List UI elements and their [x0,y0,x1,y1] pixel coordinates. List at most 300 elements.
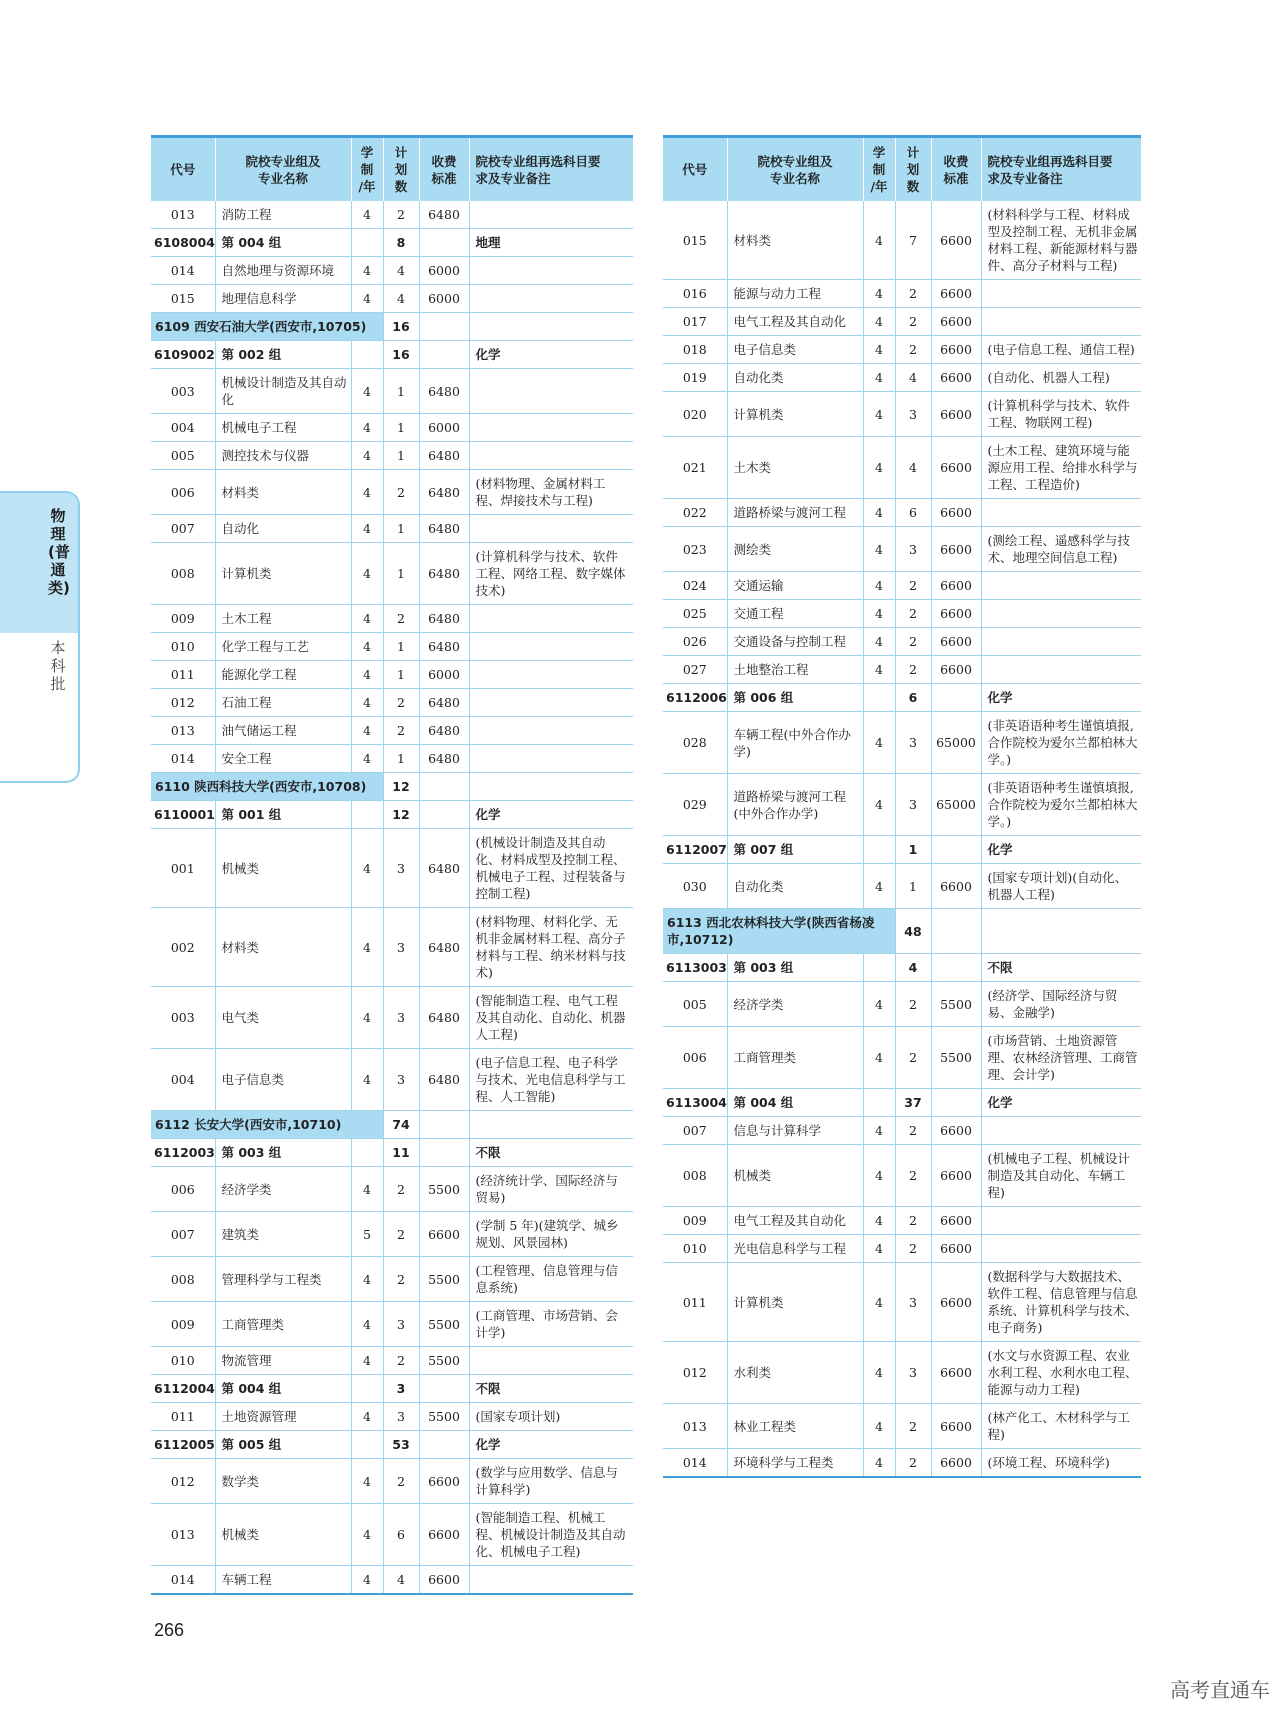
major-years: 4 [351,1403,383,1431]
major-code: 013 [151,717,215,745]
group-plan: 11 [383,1139,419,1167]
major-row [151,442,633,470]
major-note [981,628,1141,656]
table-header [663,137,1141,202]
major-plan: 3 [895,1342,931,1404]
major-note: (机械电子工程、机械设计制造及其自动化、车辆工程) [981,1145,1141,1207]
major-plan: 1 [383,661,419,689]
major-years: 4 [351,829,383,908]
major-fee: 6600 [931,1342,981,1404]
group-plan: 6 [895,684,931,712]
major-row [151,1566,633,1595]
major-years: 4 [863,499,895,527]
header-fee: 收费 标准 [931,137,981,202]
group-code: 6112007 [663,836,727,864]
major-plan: 1 [383,414,419,442]
major-years: 4 [351,633,383,661]
major-years: 4 [351,1049,383,1111]
group-name: 第 007 组 [727,836,863,864]
major-plan: 6 [895,499,931,527]
major-years: 4 [351,1459,383,1504]
major-plan: 2 [383,717,419,745]
major-code: 009 [151,1302,215,1347]
major-note: (学制 5 年)(建筑学、城乡规划、风景园林) [469,1212,633,1257]
major-years: 4 [863,982,895,1027]
major-plan: 2 [895,308,931,336]
major-row [151,1459,633,1504]
major-code: 024 [663,572,727,600]
university-plan: 48 [895,909,931,954]
major-plan: 3 [895,392,931,437]
major-years: 4 [351,1302,383,1347]
university-plan: 74 [383,1111,419,1139]
major-note [469,414,633,442]
major-years: 4 [863,1027,895,1089]
major-name: 电气类 [215,987,351,1049]
major-name: 材料类 [215,908,351,987]
major-code: 011 [151,1403,215,1431]
major-row [151,633,633,661]
major-code: 026 [663,628,727,656]
major-row [663,364,1141,392]
major-fee: 6480 [419,745,469,773]
major-row [663,1449,1141,1478]
major-plan: 2 [895,1207,931,1235]
university-plan: 16 [383,313,419,341]
major-fee: 6600 [931,1263,981,1342]
major-code: 017 [663,308,727,336]
major-note: (数据科学与大数据技术、软件工程、信息管理与信息系统、计算机科学与技术、电子商务) [981,1263,1141,1342]
major-plan: 1 [383,633,419,661]
major-row [151,1504,633,1566]
major-name: 信息与计算科学 [727,1117,863,1145]
major-plan: 2 [895,1027,931,1089]
major-code: 003 [151,987,215,1049]
group-plan: 12 [383,801,419,829]
major-years: 4 [351,201,383,229]
major-row [151,1049,633,1111]
major-fee: 5500 [931,982,981,1027]
major-years: 4 [351,515,383,543]
major-note: (电子信息工程、电子科学与技术、光电信息科学与工程、人工智能) [469,1049,633,1111]
major-years: 4 [351,442,383,470]
major-plan: 1 [895,864,931,909]
major-fee: 6600 [931,201,981,280]
header-name: 院校专业组及 专业名称 [727,137,863,202]
group-code: 6112005 [151,1431,215,1459]
empty-cell [419,1111,469,1139]
major-fee: 5500 [419,1257,469,1302]
major-fee: 6600 [931,392,981,437]
major-code: 015 [151,285,215,313]
group-row [151,1375,633,1403]
major-fee: 6600 [931,1207,981,1235]
major-note: (非英语语种考生谨慎填报,合作院校为爱尔兰都柏林大学。) [981,712,1141,774]
major-row [663,1263,1141,1342]
empty-cell [351,341,383,369]
empty-cell [931,1089,981,1117]
major-note: (智能制造工程、电气工程及其自动化、自动化、机器人工程) [469,987,633,1049]
major-fee: 6600 [931,1449,981,1478]
major-note: (计算机科学与技术、软件工程、物联网工程) [981,392,1141,437]
major-plan: 2 [383,1212,419,1257]
major-plan: 2 [895,1117,931,1145]
major-fee: 5500 [419,1167,469,1212]
university-name: 6110 陕西科技大学(西安市,10708) [151,773,383,801]
group-plan: 53 [383,1431,419,1459]
major-plan: 3 [383,1302,419,1347]
major-note [469,1347,633,1375]
major-name: 经济学类 [215,1167,351,1212]
major-plan: 3 [383,829,419,908]
major-row [663,1027,1141,1089]
major-fee: 6480 [419,987,469,1049]
major-note: (土木工程、建筑环境与能源应用工程、给排水科学与工程、工程造价) [981,437,1141,499]
major-years: 4 [863,864,895,909]
major-fee: 6600 [931,656,981,684]
major-years: 4 [863,600,895,628]
major-name: 电子信息类 [727,336,863,364]
major-plan: 7 [895,201,931,280]
empty-cell [931,684,981,712]
major-note [469,515,633,543]
major-years: 4 [863,572,895,600]
major-row [663,201,1141,280]
major-fee: 6600 [931,364,981,392]
major-years: 4 [863,527,895,572]
major-name: 交通运输 [727,572,863,600]
major-code: 012 [151,689,215,717]
major-name: 土木工程 [215,605,351,633]
major-row [151,515,633,543]
group-code: 6113003 [663,954,727,982]
empty-cell [469,1111,633,1139]
group-subject-requirement: 不限 [981,954,1141,982]
group-row [151,801,633,829]
major-code: 005 [151,442,215,470]
major-row [663,1145,1141,1207]
major-name: 管理科学与工程类 [215,1257,351,1302]
empty-cell [419,1431,469,1459]
major-note: (国家专项计划) [469,1403,633,1431]
major-name: 电子信息类 [215,1049,351,1111]
group-code: 6108004 [151,229,215,257]
major-fee: 6600 [931,1117,981,1145]
major-row [151,745,633,773]
major-plan: 2 [895,982,931,1027]
group-code: 6113004 [663,1089,727,1117]
major-row [151,1212,633,1257]
right-column [663,135,1141,1478]
major-name: 机械电子工程 [215,414,351,442]
major-fee: 6600 [419,1504,469,1566]
major-note: (工商管理、市场营销、会计学) [469,1302,633,1347]
major-note: (经济统计学、国际经济与贸易) [469,1167,633,1212]
major-row [663,712,1141,774]
group-plan: 4 [895,954,931,982]
major-note: (机械设计制造及其自动化、材料成型及控制工程、机械电子工程、过程装备与控制工程) [469,829,633,908]
major-code: 016 [663,280,727,308]
major-code: 018 [663,336,727,364]
major-note [469,442,633,470]
empty-cell [419,1139,469,1167]
group-plan: 16 [383,341,419,369]
major-code: 014 [151,745,215,773]
major-row [663,499,1141,527]
header-note: 院校专业组再选科目要 求及专业备注 [469,137,633,202]
university-name: 6112 长安大学(西安市,10710) [151,1111,383,1139]
major-years: 4 [351,605,383,633]
major-code: 010 [151,1347,215,1375]
major-plan: 2 [895,628,931,656]
major-row [151,257,633,285]
major-years: 4 [351,908,383,987]
major-note: (材料物理、材料化学、无机非金属材料工程、高分子材料与工程、纳米材料与技术) [469,908,633,987]
header-code: 代号 [663,137,727,202]
major-fee: 6600 [931,1235,981,1263]
major-plan: 2 [895,1404,931,1449]
major-fee: 6600 [931,527,981,572]
major-fee: 6600 [931,572,981,600]
major-note: (材料物理、金属材料工程、焊接技术与工程) [469,470,633,515]
major-note: (国家专项计划)(自动化、机器人工程) [981,864,1141,909]
empty-cell [419,229,469,257]
group-row [663,1089,1141,1117]
major-years: 4 [351,987,383,1049]
major-plan: 2 [895,280,931,308]
major-code: 004 [151,414,215,442]
empty-cell [419,801,469,829]
major-fee: 6480 [419,515,469,543]
group-name: 第 001 组 [215,801,351,829]
university-row [151,1111,633,1139]
major-code: 013 [663,1404,727,1449]
major-name: 石油工程 [215,689,351,717]
major-note [981,656,1141,684]
empty-cell [469,313,633,341]
major-code: 028 [663,712,727,774]
major-row [663,656,1141,684]
group-name: 第 005 组 [215,1431,351,1459]
major-name: 机械类 [215,1504,351,1566]
major-name: 环境科学与工程类 [727,1449,863,1478]
header-plan: 计 划 数 [383,137,419,202]
empty-cell [981,909,1141,954]
major-plan: 2 [383,1459,419,1504]
major-years: 4 [863,1449,895,1478]
group-code: 6109002 [151,341,215,369]
major-code: 009 [663,1207,727,1235]
major-note: (自动化、机器人工程) [981,364,1141,392]
major-fee: 6600 [931,1145,981,1207]
major-years: 4 [351,745,383,773]
major-name: 计算机类 [215,543,351,605]
major-name: 数学类 [215,1459,351,1504]
major-row [663,1117,1141,1145]
major-row [151,1347,633,1375]
major-code: 011 [663,1263,727,1342]
major-plan: 2 [383,689,419,717]
major-code: 007 [151,515,215,543]
major-note: (林产化工、木材科学与工程) [981,1404,1141,1449]
group-name: 第 003 组 [727,954,863,982]
major-fee: 6480 [419,201,469,229]
major-name: 能源化学工程 [215,661,351,689]
major-row [663,1404,1141,1449]
major-row [151,470,633,515]
major-fee: 6600 [931,1404,981,1449]
major-fee: 6600 [931,437,981,499]
major-years: 4 [863,1404,895,1449]
major-note: (电子信息工程、通信工程) [981,336,1141,364]
major-years: 4 [351,689,383,717]
major-note [981,572,1141,600]
major-name: 能源与动力工程 [727,280,863,308]
major-fee: 6480 [419,543,469,605]
major-name: 道路桥梁与渡河工程 [727,499,863,527]
header-note: 院校专业组再选科目要 求及专业备注 [981,137,1141,202]
major-note [469,285,633,313]
major-fee: 5500 [419,1302,469,1347]
major-fee: 6480 [419,369,469,414]
group-row [663,684,1141,712]
major-name: 林业工程类 [727,1404,863,1449]
group-name: 第 004 组 [727,1089,863,1117]
group-row [151,229,633,257]
major-code: 013 [151,1504,215,1566]
major-years: 4 [351,1167,383,1212]
major-row [663,1235,1141,1263]
major-fee: 6000 [419,257,469,285]
major-row [151,605,633,633]
major-plan: 3 [383,908,419,987]
group-plan: 8 [383,229,419,257]
group-subject-requirement: 地理 [469,229,633,257]
major-code: 010 [151,633,215,661]
major-name: 机械类 [727,1145,863,1207]
major-name: 计算机类 [727,1263,863,1342]
major-name: 水利类 [727,1342,863,1404]
major-code: 007 [151,1212,215,1257]
university-name: 6109 西安石油大学(西安市,10705) [151,313,383,341]
major-years: 4 [863,712,895,774]
major-code: 021 [663,437,727,499]
group-plan: 1 [895,836,931,864]
group-subject-requirement: 化学 [981,684,1141,712]
major-plan: 3 [895,527,931,572]
major-plan: 4 [895,364,931,392]
major-note: (智能制造工程、机械工程、机械设计制造及其自动化、机械电子工程) [469,1504,633,1566]
major-code: 014 [663,1449,727,1478]
major-fee: 5500 [419,1347,469,1375]
major-fee: 6600 [419,1566,469,1595]
major-code: 015 [663,201,727,280]
major-years: 4 [351,414,383,442]
major-plan: 4 [383,285,419,313]
empty-cell [419,773,469,801]
header-plan: 计 划 数 [895,137,931,202]
major-note: (工程管理、信息管理与信息系统) [469,1257,633,1302]
table-body-left [151,201,633,1594]
major-years: 4 [863,1117,895,1145]
major-plan: 3 [895,774,931,836]
major-code: 014 [151,1566,215,1595]
group-code: 6112004 [151,1375,215,1403]
empty-cell [351,1431,383,1459]
major-code: 013 [151,201,215,229]
major-name: 电气工程及其自动化 [727,308,863,336]
major-name: 工商管理类 [727,1027,863,1089]
major-fee: 6600 [931,628,981,656]
enrollment-table-right [663,135,1141,1478]
major-row [663,982,1141,1027]
major-plan: 6 [383,1504,419,1566]
major-row [663,628,1141,656]
major-plan: 1 [383,369,419,414]
major-plan: 2 [383,201,419,229]
major-years: 4 [351,661,383,689]
major-code: 006 [151,1167,215,1212]
major-name: 测控技术与仪器 [215,442,351,470]
major-plan: 2 [895,336,931,364]
major-plan: 3 [895,1263,931,1342]
major-fee: 6480 [419,633,469,661]
major-row [663,280,1141,308]
major-fee: 5500 [931,1027,981,1089]
major-fee: 6600 [931,499,981,527]
major-note: (环境工程、环境科学) [981,1449,1141,1478]
major-row [151,717,633,745]
major-row [663,308,1141,336]
major-name: 经济学类 [727,982,863,1027]
major-fee: 6000 [419,414,469,442]
major-code: 025 [663,600,727,628]
major-name: 测绘类 [727,527,863,572]
major-row [151,543,633,605]
major-row [151,414,633,442]
group-row [151,1431,633,1459]
major-row [663,1207,1141,1235]
major-note: (测绘工程、遥感科学与技术、地理空间信息工程) [981,527,1141,572]
major-plan: 1 [383,515,419,543]
group-subject-requirement: 化学 [981,836,1141,864]
major-plan: 3 [895,712,931,774]
empty-cell [863,836,895,864]
major-plan: 3 [383,1403,419,1431]
empty-cell [351,1375,383,1403]
major-row [151,1167,633,1212]
group-code: 6112003 [151,1139,215,1167]
major-years: 4 [351,1504,383,1566]
major-name: 计算机类 [727,392,863,437]
major-years: 4 [351,257,383,285]
empty-cell [931,836,981,864]
major-row [663,572,1141,600]
major-plan: 2 [895,656,931,684]
major-fee: 6000 [419,285,469,313]
major-name: 物流管理 [215,1347,351,1375]
header-code: 代号 [151,137,215,202]
group-row [663,836,1141,864]
major-note [469,689,633,717]
major-name: 土木类 [727,437,863,499]
group-subject-requirement: 不限 [469,1139,633,1167]
group-plan: 37 [895,1089,931,1117]
major-row [151,1257,633,1302]
major-note [469,369,633,414]
major-years: 4 [351,1347,383,1375]
major-code: 004 [151,1049,215,1111]
